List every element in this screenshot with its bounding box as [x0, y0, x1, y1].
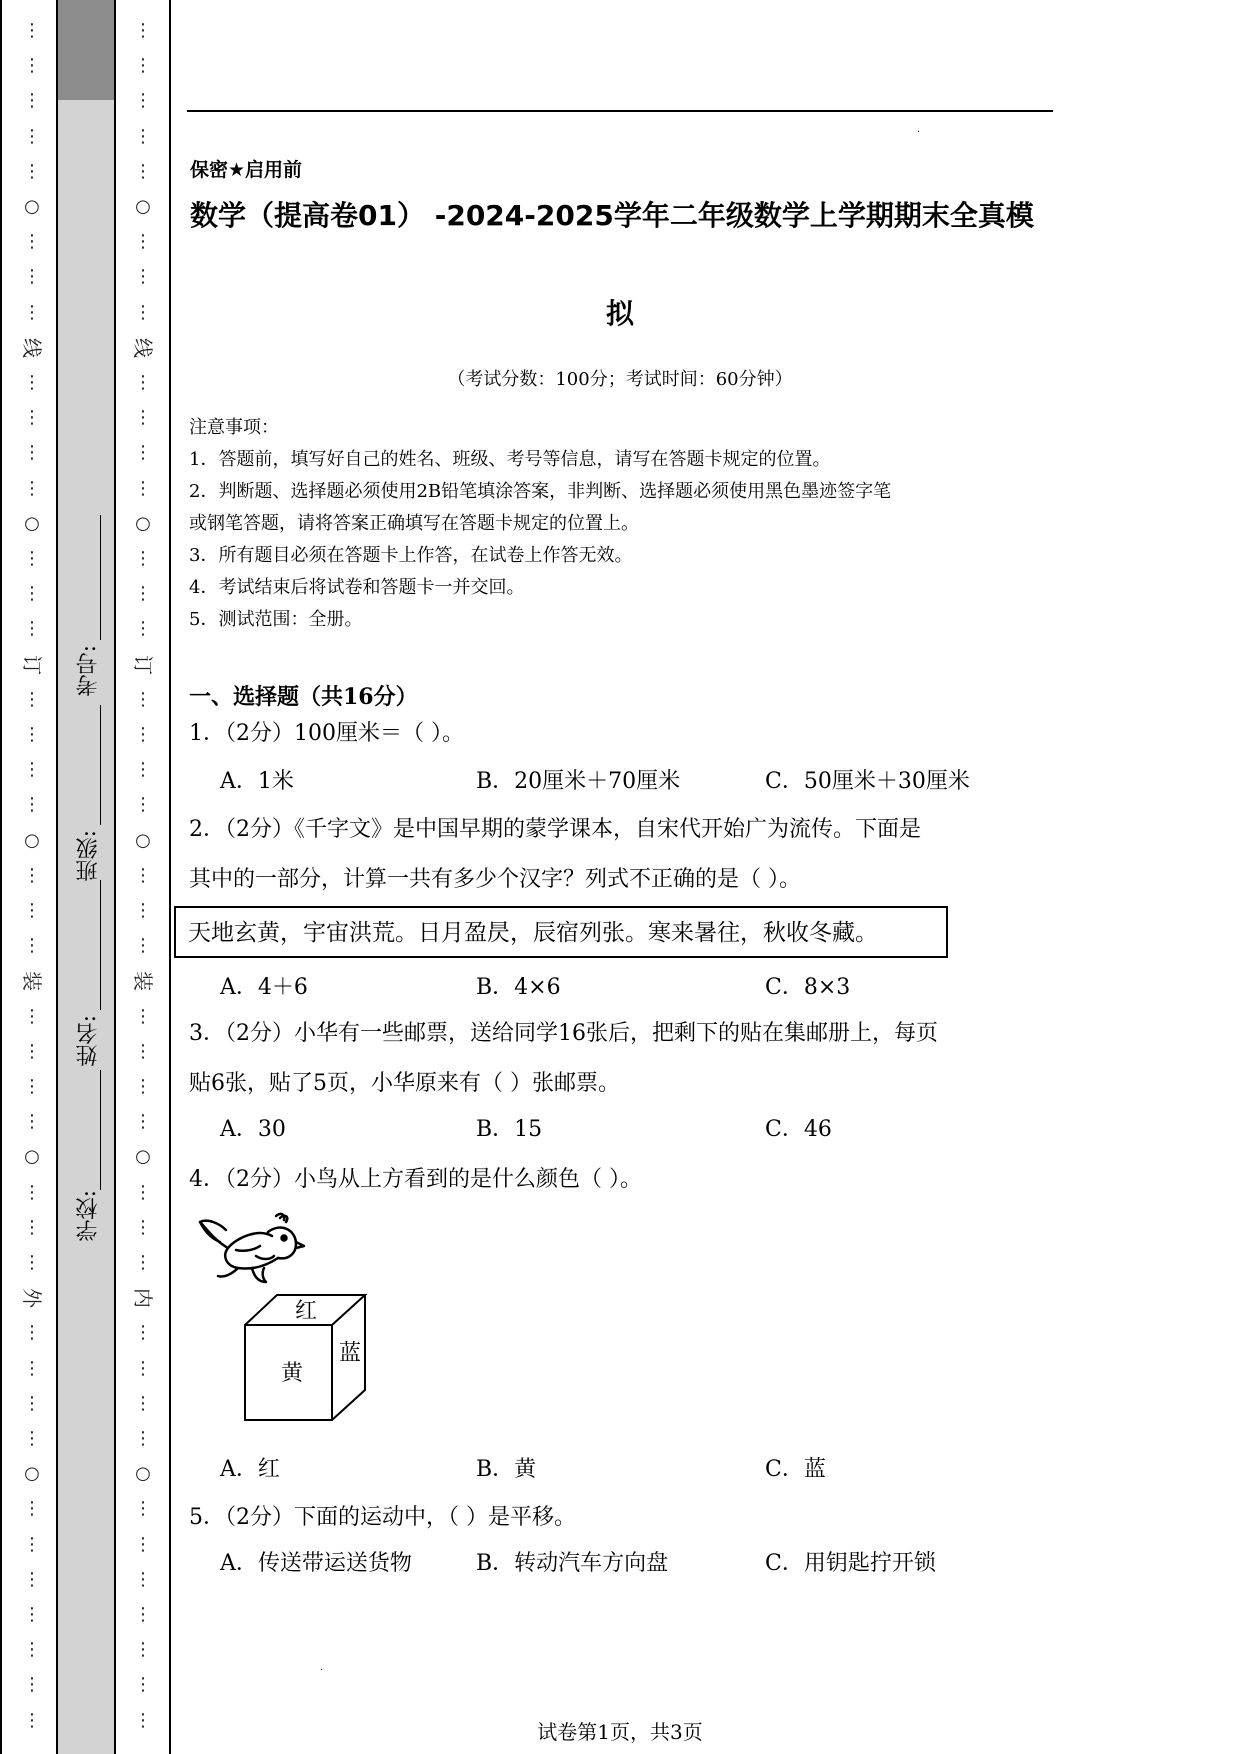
inner-dots: ⋮ [134, 548, 152, 569]
inner-circle-marker: ○ [135, 1463, 151, 1485]
exam-info: （考试分数：100分；考试时间：60分钟） [447, 369, 793, 390]
inner-dots: ⋮ [134, 1392, 152, 1414]
outer-dots: ⋮ [23, 900, 41, 921]
q2-option-b[interactable]: B．4×6 [476, 975, 561, 1000]
margin-line-strip-left [56, 0, 58, 1754]
outer-text-marker: 订 [20, 654, 44, 675]
outer-text-marker: 装 [20, 971, 44, 992]
q1-option-a[interactable]: A．1米 [220, 769, 294, 794]
cube-top-label: 红 [294, 1299, 318, 1324]
cube-front-label: 黄 [280, 1361, 304, 1386]
page-footer: 试卷第1页，共3页 [537, 1720, 703, 1744]
inner-dots: ⋮ [134, 583, 152, 605]
notes-item: 或钢笔答题，请将答案正确填写在答题卡规定的位置上。 [189, 513, 639, 534]
inner-dots: ⋮ [134, 301, 152, 323]
school-field-label: 学校: [76, 1190, 101, 1242]
inner-dots: ⋮ [134, 1322, 152, 1344]
exam-no-field-label: 考号: [76, 645, 101, 697]
inner-dots: ⋮ [134, 1357, 152, 1379]
inner-dots: ⋮ [134, 864, 152, 886]
secret-label: 保密★启用前 [190, 159, 303, 181]
notes-item: 4．考试结束后将试卷和答题卡一并交回。 [189, 577, 525, 598]
inner-dots: ⋮ [134, 724, 152, 745]
inner-dots: ⋮ [134, 1533, 152, 1555]
question-2-stem-line2: 其中的一部分，计算一共有多少个汉字？列式不正确的是（ ）。 [189, 867, 801, 892]
outer-text-marker: 线 [20, 337, 44, 358]
outer-dots: ⋮ [23, 724, 41, 745]
outer-dots: ⋮ [23, 1568, 41, 1590]
inner-text-marker: 内 [131, 1288, 155, 1309]
inner-dots: ⋮ [134, 266, 152, 288]
inner-dots: ⋮ [134, 231, 152, 253]
inner-dots: ⋮ [134, 1005, 152, 1027]
inner-dots: ⋮ [134, 1040, 152, 1062]
page-title-continued: 拟 [605, 297, 634, 330]
class-field-line[interactable] [100, 705, 101, 825]
outer-dots: ⋮ [23, 160, 41, 182]
inner-dots: ⋮ [134, 125, 152, 147]
outer-dots: ⋮ [23, 231, 41, 253]
outer-dots: ⋮ [23, 1076, 41, 1097]
inner-dots: ⋮ [134, 1568, 152, 1590]
q5-option-c[interactable]: C．用钥匙拧开锁 [765, 1551, 936, 1576]
outer-dots: ⋮ [23, 301, 41, 323]
name-field-label: 姓名: [76, 1015, 101, 1067]
outer-dots: ⋮ [23, 759, 41, 781]
inner-dots: ⋮ [134, 160, 152, 182]
outer-dots: ⋮ [23, 583, 41, 605]
question-2-stem-line1: 2．（2分）《千字文》是中国早期的蒙学课本，自宋代开始广为流传。下面是 [189, 817, 921, 842]
q4-option-b[interactable]: B．黄 [476, 1457, 537, 1482]
outer-cut-line [17, 0, 47, 1754]
inner-circle-marker: ○ [135, 829, 151, 851]
inner-circle-marker: ○ [135, 1146, 151, 1168]
outer-circle-marker: ○ [24, 829, 40, 851]
cube-diagram [240, 1290, 370, 1425]
q2-option-a[interactable]: A．4＋6 [220, 975, 308, 1000]
outer-dots: ⋮ [23, 1040, 41, 1062]
notes [189, 412, 1059, 636]
q1-option-b[interactable]: B．20厘米＋70厘米 [476, 769, 681, 794]
question-1-stem: 1．（2分）100厘米＝（ ）。 [189, 721, 464, 746]
notes-heading: 注意事项： [189, 417, 279, 438]
q3-option-b[interactable]: B．15 [476, 1117, 543, 1142]
class-field-label: 班级: [76, 830, 101, 882]
outer-circle-marker: ○ [24, 1146, 40, 1168]
margin-line-left [0, 0, 2, 1754]
outer-dots: ⋮ [23, 618, 41, 640]
inner-text-marker: 线 [131, 337, 155, 358]
q3-option-a[interactable]: A．30 [220, 1117, 286, 1142]
inner-circle-marker: ○ [135, 512, 151, 534]
poem-text: 天地玄黄，宇宙洪荒。日月盈昃，辰宿列张。寒来暑往，秋收冬藏。 [188, 920, 878, 946]
outer-dots: ⋮ [23, 90, 41, 112]
outer-dots: ⋮ [23, 372, 41, 393]
q4-option-a[interactable]: A．红 [220, 1457, 280, 1482]
outer-dots: ⋮ [23, 1216, 41, 1238]
notes-item: 2．判断题、选择题必须使用2B铅笔填涂答案，非判断、选择题必须使用黑色墨迹签字笔 [189, 481, 892, 502]
decorative-dot: . [320, 1662, 324, 1673]
margin-line-strip-right [114, 0, 116, 1754]
inner-dots: ⋮ [134, 90, 152, 112]
outer-dots: ⋮ [23, 688, 41, 710]
outer-dots: ⋮ [23, 125, 41, 147]
outer-dots: ⋮ [23, 1005, 41, 1027]
page-title: 数学（提高卷01） -2024-2025学年二年级数学上学期期末全真模 [190, 199, 1034, 232]
inner-circle-marker: ○ [135, 196, 151, 217]
inner-dots: ⋮ [134, 477, 152, 499]
question-5-stem: 5．（2分）下面的运动中，（ ）是平移。 [189, 1505, 576, 1530]
outer-dots: ⋮ [23, 55, 41, 77]
inner-dots: ⋮ [134, 1252, 152, 1273]
inner-dots: ⋮ [134, 1428, 152, 1449]
inner-dots: ⋮ [134, 1498, 152, 1520]
outer-dots: ⋮ [23, 1322, 41, 1344]
inner-dots: ⋮ [134, 1216, 152, 1238]
outer-circle-marker: ○ [24, 512, 40, 534]
bird-icon [196, 1208, 306, 1288]
decorative-dot: . [917, 124, 921, 135]
outer-dots: ⋮ [23, 1392, 41, 1414]
outer-dots: ⋮ [23, 1604, 41, 1625]
inner-dots: ⋮ [134, 1709, 152, 1731]
binding-margin [0, 0, 170, 1754]
outer-dots: ⋮ [23, 1252, 41, 1273]
inner-dots: ⋮ [134, 1604, 152, 1625]
inner-dots: ⋮ [134, 442, 152, 464]
inner-text-marker: 装 [131, 971, 155, 992]
header-rule [187, 110, 1053, 112]
inner-dots: ⋮ [134, 900, 152, 921]
outer-text-marker: 外 [20, 1288, 44, 1309]
outer-dots: ⋮ [23, 442, 41, 464]
outer-dots: ⋮ [23, 864, 41, 886]
q2-option-c[interactable]: C．8×3 [765, 975, 851, 1000]
q4-option-c[interactable]: C．蓝 [765, 1457, 826, 1482]
school-field-line[interactable] [100, 1070, 101, 1190]
q5-option-b[interactable]: B．转动汽车方向盘 [476, 1551, 669, 1576]
outer-dots: ⋮ [23, 477, 41, 499]
outer-dots: ⋮ [23, 1111, 41, 1133]
name-field-line[interactable] [100, 880, 101, 1010]
inner-dots: ⋮ [134, 1639, 152, 1661]
outer-dots: ⋮ [23, 1498, 41, 1520]
q3-option-c[interactable]: C．46 [765, 1117, 832, 1142]
inner-dots: ⋮ [134, 20, 152, 41]
margin-line-right [169, 0, 171, 1754]
inner-text-marker: 订 [131, 654, 155, 675]
outer-dots: ⋮ [23, 1357, 41, 1379]
notes-item: 5．测试范围：全册。 [189, 609, 363, 630]
outer-dots: ⋮ [23, 407, 41, 429]
outer-dots: ⋮ [23, 794, 41, 816]
notes-item: 1．答题前，填写好自己的姓名、班级、考号等信息，请写在答题卡规定的位置。 [189, 449, 831, 470]
inner-dots: ⋮ [134, 935, 152, 957]
section-title: 一、选择题（共16分） [189, 684, 418, 710]
inner-dots: ⋮ [134, 794, 152, 816]
inner-dots: ⋮ [134, 1674, 152, 1696]
outer-dots: ⋮ [23, 266, 41, 288]
question-3-stem-line2: 贴6张，贴了5页，小华原来有（ ）张邮票。 [189, 1071, 620, 1096]
exam-no-field-line[interactable] [100, 515, 101, 640]
outer-circle-marker: ○ [24, 1463, 40, 1485]
inner-dots: ⋮ [134, 372, 152, 393]
outer-dots: ⋮ [23, 1639, 41, 1661]
outer-dots: ⋮ [23, 1181, 41, 1203]
inner-dots: ⋮ [134, 618, 152, 640]
outer-dots: ⋮ [23, 20, 41, 41]
inner-dots: ⋮ [134, 759, 152, 781]
inner-dots: ⋮ [134, 688, 152, 710]
outer-dots: ⋮ [23, 1533, 41, 1555]
q1-option-c[interactable]: C．50厘米＋30厘米 [765, 769, 970, 794]
outer-circle-marker: ○ [24, 196, 40, 217]
inner-dots: ⋮ [134, 1111, 152, 1133]
outer-dots: ⋮ [23, 1428, 41, 1449]
outer-dots: ⋮ [23, 548, 41, 569]
inner-dots: ⋮ [134, 55, 152, 77]
inner-dots: ⋮ [134, 1076, 152, 1097]
outer-dots: ⋮ [23, 935, 41, 957]
binding-strip-top [57, 0, 115, 100]
notes-item: 3．所有题目必须在答题卡上作答，在试卷上作答无效。 [189, 545, 633, 566]
outer-dots: ⋮ [23, 1674, 41, 1696]
inner-dots: ⋮ [134, 407, 152, 429]
cube-right-label: 蓝 [338, 1341, 362, 1366]
q5-option-a[interactable]: A．传送带运送货物 [220, 1551, 412, 1576]
outer-dots: ⋮ [23, 1709, 41, 1731]
inner-cut-line [128, 0, 158, 1754]
inner-dots: ⋮ [134, 1181, 152, 1203]
question-3-stem-line1: 3．（2分）小华有一些邮票，送给同学16张后，把剩下的贴在集邮册上，每页 [189, 1021, 938, 1046]
question-4-stem: 4．（2分）小鸟从上方看到的是什么颜色（ ）。 [189, 1167, 642, 1192]
